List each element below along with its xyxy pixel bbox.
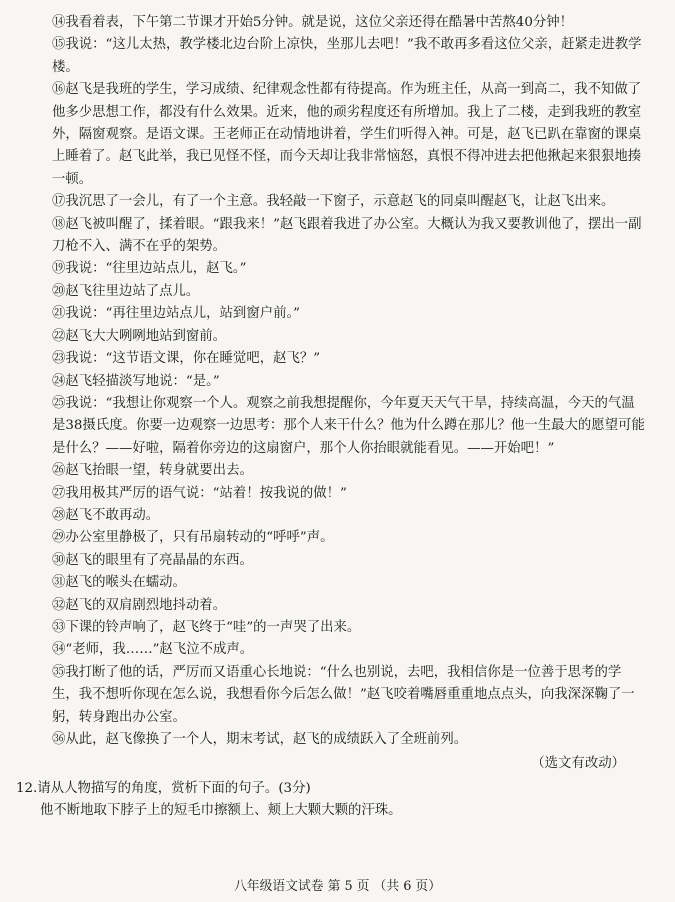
paragraph-19: ⑲我说：“往里边站点儿，赵飞。” [52,261,247,277]
paragraph-31: ㉛赵飞的喉头在蠕动。 [52,575,186,591]
question-sentence: 他不断地取下脖子上的短毛巾擦额上、颊上大颗大颗的汗珠。 [40,803,402,819]
paragraph-29: ㉙办公室里静极了，只有吊扇转动的“呼呼”声。 [52,530,334,546]
paragraph-23: ㉓我说：“这节语文课，你在睡觉吧，赵飞？” [52,351,321,367]
question-12: 12.请从人物描写的角度，赏析下面的句子。(3分) [16,780,311,796]
paragraph-24: ㉔赵飞轻描淡写地说：“是。” [52,373,220,389]
paragraph-16: ⑯赵飞是我班的学生，学习成绩、纪律观念性都有待提高。作为班主任，从高一到高二，我不知做了他多少思想工作，都没有什么效果。近来，他的顽劣程度还有所增加。我上了二楼，走到我班的教室外，隔窗观察。是语文课。王老师正在动情地讲着，学生们听得入神。可是，赵飞已趴在靠窗的课桌上睡着了。赵飞此举，我已见怪不怪，而今天却让我非常恼怒，真恨不得冲进去把他揪起来狠狠地揍一顿。 [52,82,642,187]
paragraph-20: ⑳赵飞往里边站了点儿。 [52,283,200,299]
paragraph-33: ㉝下课的铃声响了，赵飞终于“哇”的一声哭了出来。 [52,619,361,635]
page-footer: 八年级语文试卷 第 5 页 （共 6 页） [233,879,442,894]
paragraph-14: ⑭我看着表，下午第二节课才开始5分钟。就是说，这位父亲还得在酷暑中苦熬40分钟！ [52,15,574,30]
reading-passage [52,12,647,751]
paragraph-28: ㉘赵飞不敢再动。 [52,507,160,523]
paragraph-32: ㉜赵飞的双肩剧烈地抖动着。 [52,597,227,613]
paragraph-18: ⑱赵飞被叫醒了，揉着眼。“跟我来！”赵飞跟着我进了办公室。大概认为我又要教训他了，摆出一副刀枪不入、满不在乎的架势。 [52,216,642,255]
paragraph-25: ㉕我说：“我想让你观察一个人。观察之前我想提醒你，今年夏天天气干旱，持续高温，今天的气温是38摄氏度。你要一边观察一边思考：那个人来干什么？他为什么蹲在那儿？他一生最大的愿望可能是什么？——好啦，隔着你旁边的这扇窗户，那个人你抬眼就能看见。——开始吧！” [52,395,645,456]
paragraph-27: ㉗我用极其严厉的语气说：“站着！按我说的做！” [52,485,347,501]
paragraph-30: ㉚赵飞的眼里有了亮晶晶的东西。 [52,552,253,568]
paragraph-15: ⑮我说：“这儿太热，教学楼北边台阶上凉快，坐那儿去吧！”我不敢再多看这位父亲，赶紧走进教学楼。 [52,37,642,75]
paragraph-35: ㉟我打断了他的话，严厉而又语重心长地说：“什么也别说，去吧，我相信你是一位善于思考的学生，我不想听你现在怎么说，我想看你今后怎么做！”赵飞咬着嘴唇重重地点点头，向我深深鞠了一躬，转身跑出办公室。 [52,664,635,725]
paragraph-34: ㉞“老师，我……”赵飞泣不成声。 [52,642,254,658]
paragraph-26: ㉖赵飞抬眼一望，转身就要出去。 [52,463,253,479]
paragraph-17: ⑰我沉思了一会儿，有了一个主意。我轻敲一下窗子，示意赵飞的同桌叫醒赵飞，让赵飞出来。 [52,194,615,210]
paragraph-36: ㊱从此，赵飞像换了一个人，期末考试，赵飞的成绩跃入了全班前列。 [52,732,468,747]
source-note: （选文有改动） [531,756,625,772]
paragraph-22: ㉒赵飞大大咧咧地站到窗前。 [52,328,227,344]
paragraph-21: ㉑我说：“再往里边站点儿，站到窗户前。” [52,306,301,322]
